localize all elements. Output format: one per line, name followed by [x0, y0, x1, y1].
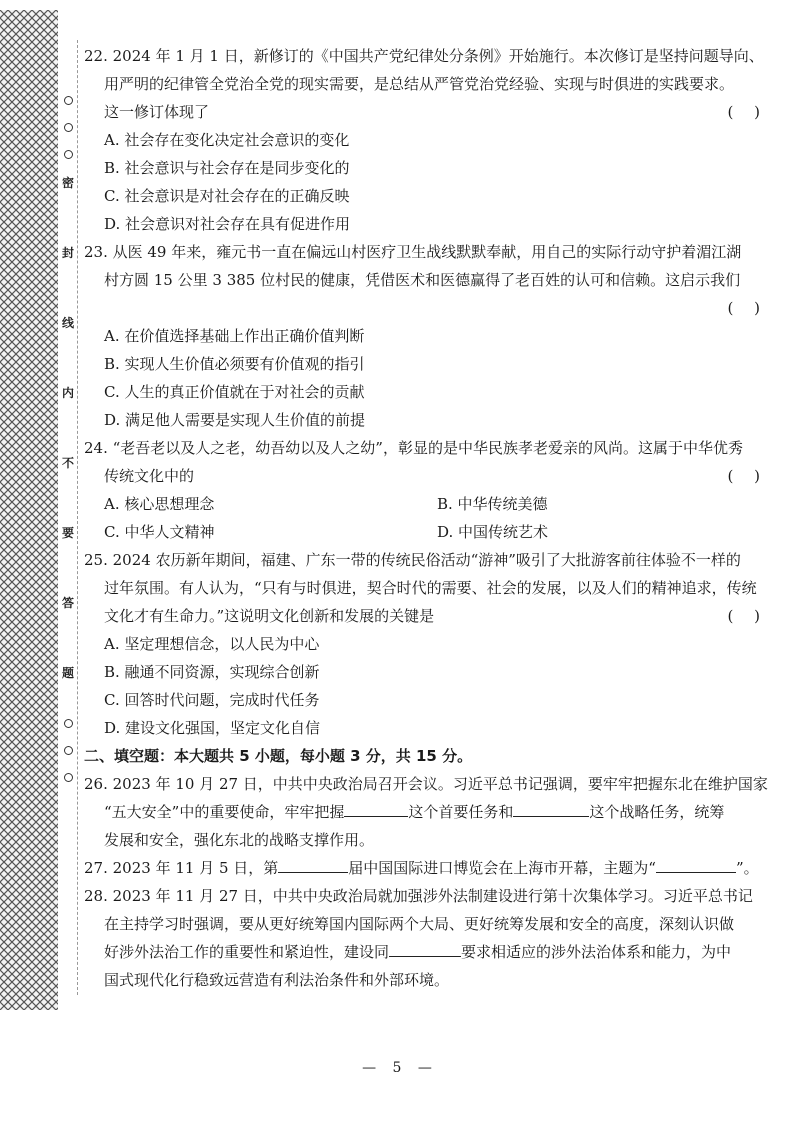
stem-text: 这个首要任务和 — [408, 803, 514, 821]
option-d: D. 建设文化强国，坚定文化自信 — [104, 719, 321, 737]
stem-text: 要求相适应的涉外法治体系和能力，为中 — [461, 943, 732, 961]
option-b: B. 社会意识与社会存在是同步变化的 — [104, 159, 350, 177]
question-stem-text: 这一修订体现了 — [104, 103, 210, 121]
seal-label: 密 — [61, 176, 74, 190]
question-stem-last — [84, 98, 770, 126]
question-stem: 25. 2024 农历新年期间，福建、广东一带的传统民俗活动“游神”吸引了大批游客前往体验不一样的 — [84, 551, 741, 569]
exam-content — [84, 42, 770, 994]
question-stem-last — [84, 602, 770, 630]
stem-text: 27. 2023 年 11 月 5 日，第 — [84, 859, 279, 877]
option-c: C. 回答时代问题，完成时代任务 — [104, 691, 320, 709]
answer-parentheses: ( ) — [727, 299, 768, 317]
seal-circle-icon — [64, 123, 73, 132]
seal-label: 封 — [61, 246, 74, 260]
seal-label-column — [58, 96, 78, 800]
stem-text: “五大安全”中的重要使命，牢牢把握 — [104, 803, 345, 821]
seal-label: 内 — [61, 386, 74, 400]
option-a: A. 社会存在变化决定社会意识的变化 — [104, 131, 350, 149]
answer-parentheses: ( ) — [727, 103, 768, 121]
seal-label: 答 — [61, 596, 74, 610]
question-stem: 22. 2024 年 1 月 1 日，新修订的《中国共产党纪律处分条例》开始施行。本次修订是坚持问题导向、 — [84, 47, 764, 65]
option-a: A. 核心思想理念 — [104, 495, 215, 513]
option-d: D. 社会意识对社会存在具有促进作用 — [104, 215, 351, 233]
section-heading: 二、填空题：本大题共 5 小题，每小题 3 分，共 15 分。 — [84, 747, 473, 765]
question-26 — [84, 770, 770, 854]
seal-circle-icon — [64, 719, 73, 728]
fill-blank[interactable] — [344, 800, 408, 817]
question-23 — [84, 238, 770, 434]
stem-text: 好涉外法治工作的重要性和紧迫性，建设同 — [104, 943, 390, 961]
option-d: D. 中国传统艺术 — [437, 523, 549, 541]
question-stem: 24. “老吾老以及人之老，幼吾幼以及人之幼”，彰显的是中华民族孝老爱亲的风尚。这属于中华优秀 — [84, 439, 743, 457]
question-stem: 村方圆 15 公里 3 385 位村民的健康，凭借医术和医德赢得了老百姓的认可和信赖。这启示我们 — [104, 271, 741, 289]
fill-blank[interactable] — [389, 940, 461, 957]
crosshatch-pattern — [0, 10, 58, 1010]
fill-blank[interactable] — [513, 800, 589, 817]
question-stem — [84, 798, 770, 826]
question-22 — [84, 42, 770, 238]
page-number: — 5 — — [362, 1060, 438, 1076]
seal-circle-icon — [64, 773, 73, 782]
option-c: C. 中华人文精神 — [104, 523, 215, 541]
option-b: B. 融通不同资源，实现综合创新 — [104, 663, 320, 681]
stem-text: 届中国国际进口博览会在上海市开幕，主题为“ — [348, 859, 656, 877]
question-stem — [84, 938, 770, 966]
answer-parentheses: ( ) — [727, 607, 768, 625]
seal-circle-icon — [64, 150, 73, 159]
question-stem: 23. 从医 49 年来，雍元书一直在偏远山村医疗卫生战线默默奉献，用自己的实际行动守护着湄江湖 — [84, 243, 742, 261]
question-stem-text: 传统文化中的 — [104, 467, 195, 485]
question-stem-last — [84, 462, 770, 490]
question-stem: 过年氛围。有人认为，“只有与时俱进，契合时代的需要、社会的发展，以及人们的精神追求，传统 — [104, 579, 757, 597]
answer-parentheses: ( ) — [727, 467, 768, 485]
option-b: B. 实现人生价值必须要有价值观的指引 — [104, 355, 365, 373]
question-stem: 26. 2023 年 10 月 27 日，中共中央政治局召开会议。习近平总书记强调，要牢牢把握东北在维护国家 — [84, 775, 768, 793]
question-stem: 国式现代化行稳致远营造有利法治条件和外部环境。 — [104, 971, 450, 989]
question-stem: 28. 2023 年 11 月 27 日，中共中央政治局就加强涉外法制建设进行第十次集体学习。习近平总书记 — [84, 887, 753, 905]
option-b: B. 中华传统美德 — [437, 495, 548, 513]
option-c: C. 人生的真正价值就在于对社会的贡献 — [104, 383, 365, 401]
question-stem-last — [84, 294, 770, 322]
seal-circle-icon — [64, 746, 73, 755]
fill-blank[interactable] — [656, 856, 736, 873]
question-27 — [84, 854, 770, 882]
fill-blank[interactable] — [278, 856, 348, 873]
question-stem: 发展和安全，强化东北的战略支撑作用。 — [104, 831, 375, 849]
question-24 — [84, 434, 770, 546]
question-25 — [84, 546, 770, 742]
question-stem-text: 文化才有生命力。”这说明文化创新和发展的关键是 — [104, 607, 435, 625]
question-28 — [84, 882, 770, 994]
option-a: A. 坚定理想信念，以人民为中心 — [104, 635, 320, 653]
option-a: A. 在价值选择基础上作出正确价值判断 — [104, 327, 365, 345]
option-d: D. 满足他人需要是实现人生价值的前提 — [104, 411, 366, 429]
stem-text: ”。 — [735, 859, 759, 877]
stem-text: 这个战略任务，统筹 — [589, 803, 725, 821]
seal-label: 要 — [61, 526, 74, 540]
binding-strip — [0, 10, 58, 1010]
option-grid — [84, 490, 770, 546]
question-stem: 用严明的纪律管全党治全党的现实需要，是总结从严管党治党经验、实现与时俱进的实践要求。 — [104, 75, 735, 93]
seal-circle-icon — [64, 96, 73, 105]
option-c: C. 社会意识是对社会存在的正确反映 — [104, 187, 350, 205]
question-stem — [84, 854, 770, 882]
seal-label: 题 — [61, 666, 74, 680]
seal-label: 线 — [61, 316, 74, 330]
seal-label: 不 — [61, 456, 74, 470]
question-stem: 在主持学习时强调，要从更好统筹国内国际两个大局、更好统筹发展和安全的高度，深刻认识做 — [104, 915, 735, 933]
